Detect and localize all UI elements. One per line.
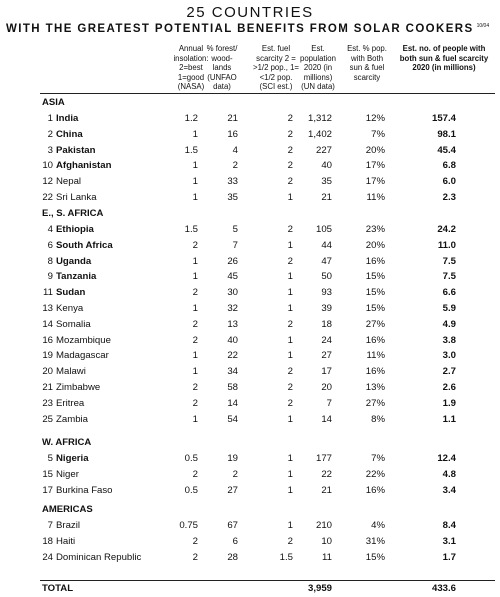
fuel-cell: 1 <box>287 192 293 203</box>
fuel-cell: 2 <box>287 144 293 156</box>
insolation-cell: 1.5 <box>184 144 198 156</box>
table-row <box>0 224 500 238</box>
forest-cell: 2 <box>232 468 238 480</box>
insolation-cell: 1.2 <box>184 113 198 124</box>
pct-cell: 11% <box>366 192 385 203</box>
people-cell: 7.5 <box>442 271 456 283</box>
fuel-cell: 2 <box>287 224 293 235</box>
forest-cell: 14 <box>227 397 238 409</box>
fuel-cell: 2 <box>287 176 293 188</box>
people-cell: 3.1 <box>442 535 456 547</box>
country-cell: Burkina Faso <box>56 484 113 496</box>
pct-cell: 4% <box>371 520 385 531</box>
people-cell: 3.8 <box>442 334 456 346</box>
people-cell: 11.0 <box>437 239 456 251</box>
population-cell: 105 <box>315 224 332 235</box>
forest-cell: 7 <box>232 239 238 251</box>
rank-cell: 15 <box>42 468 53 480</box>
table-row <box>0 303 500 317</box>
pct-cell: 15% <box>365 271 385 283</box>
country-cell: South Africa <box>56 239 113 251</box>
table-row <box>0 536 500 550</box>
header-population: Est. population 2020 (in millions) (UN data) <box>300 44 336 92</box>
country-cell: Brazil <box>56 520 80 531</box>
population-cell: 47 <box>321 255 332 267</box>
pct-cell: 16% <box>365 255 385 267</box>
people-cell: 1.9 <box>442 397 456 409</box>
people-cell: 5.9 <box>442 303 456 314</box>
forest-cell: 67 <box>227 520 238 531</box>
fuel-cell: 2 <box>287 255 293 267</box>
insolation-cell: 2 <box>192 551 198 563</box>
country-cell: Nepal <box>56 176 82 188</box>
people-cell: 24.2 <box>437 224 456 235</box>
table-row <box>0 453 500 467</box>
people-cell: 4.8 <box>442 468 456 480</box>
section-heading: ASIA <box>42 97 65 108</box>
fuel-cell: 1 <box>287 413 293 425</box>
population-cell: 50 <box>321 271 332 283</box>
population-cell: 21 <box>321 484 332 496</box>
forest-cell: 58 <box>227 382 238 393</box>
country-cell: Haiti <box>56 535 76 547</box>
bottom-rule <box>40 580 495 581</box>
rank-cell: 5 <box>47 453 53 464</box>
forest-cell: 16 <box>227 128 238 140</box>
table-row <box>0 192 500 206</box>
population-cell: 14 <box>321 413 332 425</box>
insolation-cell: 1 <box>192 366 198 378</box>
total-row <box>0 583 500 597</box>
fuel-cell: 1.5 <box>279 551 293 563</box>
rank-cell: 24 <box>42 551 53 563</box>
people-cell: 157.4 <box>431 113 456 124</box>
insolation-cell: 0.5 <box>184 453 198 464</box>
forest-cell: 13 <box>227 318 238 330</box>
pct-cell: 17% <box>365 176 385 188</box>
insolation-cell: 1 <box>192 192 198 203</box>
rank-cell: 8 <box>47 255 53 267</box>
country-cell: Nigeria <box>56 453 89 464</box>
rank-cell: 12 <box>42 176 53 188</box>
population-cell: 227 <box>315 144 332 156</box>
rank-cell: 23 <box>42 397 53 409</box>
table-row <box>0 113 500 127</box>
insolation-cell: 2 <box>192 468 198 480</box>
insolation-cell: 2 <box>192 239 198 251</box>
population-cell: 22 <box>321 468 332 480</box>
header-people: Est. no. of people with both sun & fuel scarcity 2020 (in millions) <box>399 44 489 73</box>
fuel-cell: 2 <box>287 535 293 547</box>
population-cell: 40 <box>321 160 332 172</box>
people-cell: 6.0 <box>442 176 456 188</box>
country-cell: Kenya <box>56 303 84 314</box>
section-heading: W. AFRICA <box>42 437 92 448</box>
country-cell: Tanzania <box>56 271 97 283</box>
country-cell: Dominican Republic <box>56 551 142 563</box>
table-row <box>0 382 500 396</box>
rank-cell: 1 <box>47 113 53 124</box>
pct-cell: 20% <box>365 144 385 156</box>
population-cell: 18 <box>321 318 332 330</box>
fuel-cell: 2 <box>287 318 293 330</box>
table-row <box>0 469 500 483</box>
page-title: 25 COUNTRIES <box>186 4 314 21</box>
insolation-cell: 1 <box>192 303 198 314</box>
population-cell: 1,312 <box>307 113 332 124</box>
fuel-cell: 1 <box>287 334 293 346</box>
pct-cell: 12% <box>365 113 385 124</box>
population-cell: 1,402 <box>307 128 332 140</box>
country-cell: Pakistan <box>56 144 96 156</box>
people-cell: 4.9 <box>442 318 456 330</box>
fuel-cell: 2 <box>287 113 293 124</box>
population-cell: 44 <box>321 239 332 251</box>
forest-cell: 22 <box>227 350 238 362</box>
people-cell: 6.8 <box>442 160 456 172</box>
pct-cell: 7% <box>371 453 385 464</box>
population-cell: 210 <box>315 520 332 531</box>
fuel-cell: 2 <box>287 397 293 409</box>
fuel-cell: 1 <box>287 303 293 314</box>
pct-cell: 16% <box>365 366 385 378</box>
pct-cell: 23% <box>365 224 385 235</box>
header-rule <box>40 93 495 94</box>
insolation-cell: 1 <box>192 350 198 362</box>
country-cell: Ethiopia <box>56 224 94 235</box>
insolation-cell: 2 <box>192 535 198 547</box>
population-cell: 27 <box>321 350 332 362</box>
rank-cell: 7 <box>47 520 53 531</box>
table-row <box>0 520 500 534</box>
fuel-cell: 1 <box>287 287 293 299</box>
country-cell: Madagascar <box>56 350 109 362</box>
table-row <box>0 335 500 349</box>
header-pct-pop: Est. % pop. with Both sun & fuel scarcity <box>347 44 387 82</box>
population-cell: 39 <box>321 303 332 314</box>
pct-cell: 15% <box>365 287 385 299</box>
table-row <box>0 398 500 412</box>
fuel-cell: 1 <box>287 239 293 251</box>
rank-cell: 18 <box>42 535 53 547</box>
people-cell: 8.4 <box>442 520 456 531</box>
fuel-cell: 1 <box>287 468 293 480</box>
pct-cell: 11% <box>366 350 385 362</box>
pct-cell: 13% <box>365 382 385 393</box>
forest-cell: 21 <box>227 113 238 124</box>
population-cell: 7 <box>326 397 332 409</box>
total-population: 3,959 <box>307 583 332 594</box>
forest-cell: 26 <box>227 255 238 267</box>
population-cell: 24 <box>321 334 332 346</box>
insolation-cell: 2 <box>192 334 198 346</box>
header-forest: % forest/ wood- lands (UNFAO data) <box>206 44 238 92</box>
pct-cell: 7% <box>371 128 385 140</box>
fuel-cell: 1 <box>287 350 293 362</box>
table-row <box>0 414 500 428</box>
forest-cell: 32 <box>227 303 238 314</box>
table-row <box>0 176 500 190</box>
version-tag: 10/04 <box>476 23 490 29</box>
people-cell: 3.4 <box>442 484 456 496</box>
pct-cell: 20% <box>365 239 385 251</box>
people-cell: 6.6 <box>442 287 456 299</box>
forest-cell: 28 <box>227 551 238 563</box>
forest-cell: 6 <box>232 535 238 547</box>
table-row <box>0 366 500 380</box>
insolation-cell: 1 <box>192 413 198 425</box>
forest-cell: 54 <box>227 413 238 425</box>
rank-cell: 4 <box>47 224 53 235</box>
pct-cell: 8% <box>371 413 385 425</box>
pct-cell: 31% <box>365 535 385 547</box>
table-row <box>0 319 500 333</box>
insolation-cell: 2 <box>192 382 198 393</box>
forest-cell: 4 <box>232 144 238 156</box>
insolation-cell: 0.5 <box>184 484 198 496</box>
fuel-cell: 1 <box>287 271 293 283</box>
people-cell: 2.3 <box>442 192 456 203</box>
rank-cell: 3 <box>47 144 53 156</box>
rank-cell: 22 <box>42 192 53 203</box>
rank-cell: 9 <box>47 271 53 283</box>
country-cell: Mozambique <box>56 334 111 346</box>
country-cell: Sudan <box>56 287 86 299</box>
population-cell: 35 <box>321 176 332 188</box>
people-cell: 12.4 <box>437 453 456 464</box>
fuel-cell: 1 <box>287 520 293 531</box>
insolation-cell: 1 <box>192 160 198 172</box>
section-heading: AMERICAS <box>42 504 93 515</box>
pct-cell: 22% <box>365 468 385 480</box>
forest-cell: 34 <box>227 366 238 378</box>
people-cell: 1.1 <box>442 413 456 425</box>
insolation-cell: 2 <box>192 287 198 299</box>
rank-cell: 20 <box>42 366 53 378</box>
total-label: TOTAL <box>42 583 74 594</box>
table-row <box>0 129 500 143</box>
forest-cell: 5 <box>232 224 238 235</box>
country-cell: Eritrea <box>56 397 85 409</box>
population-cell: 11 <box>322 551 332 563</box>
forest-cell: 2 <box>232 160 238 172</box>
population-cell: 93 <box>321 287 332 299</box>
fuel-cell: 2 <box>287 160 293 172</box>
total-people: 433.6 <box>431 583 456 594</box>
subtitle-text: WITH THE GREATEST POTENTIAL BENEFITS FROM SOLAR COOKERS <box>6 23 474 35</box>
pct-cell: 15% <box>365 303 385 314</box>
header-fuel: Est. fuel scarcity 2 = >1/2 pop., 1=<1/2 pop. (SCI est.) <box>253 44 299 92</box>
insolation-cell: 1.5 <box>184 224 198 235</box>
rank-cell: 14 <box>42 318 53 330</box>
forest-cell: 45 <box>227 271 238 283</box>
table-row <box>0 552 500 566</box>
table-row <box>0 160 500 174</box>
country-cell: India <box>56 113 79 124</box>
rank-cell: 13 <box>42 303 53 314</box>
country-cell: Niger <box>56 468 79 480</box>
people-cell: 45.4 <box>437 144 456 156</box>
table-row <box>0 240 500 254</box>
rank-cell: 19 <box>42 350 53 362</box>
pct-cell: 16% <box>365 334 385 346</box>
section-heading: E., S. AFRICA <box>42 208 104 219</box>
pct-cell: 27% <box>365 318 385 330</box>
rank-cell: 16 <box>42 334 53 346</box>
pct-cell: 27% <box>365 397 385 409</box>
people-cell: 98.1 <box>437 128 456 140</box>
country-cell: Sri Lanka <box>56 192 97 203</box>
people-cell: 1.7 <box>442 551 456 563</box>
fuel-cell: 1 <box>287 484 293 496</box>
rank-cell: 2 <box>47 128 53 140</box>
rank-cell: 10 <box>42 160 53 172</box>
forest-cell: 40 <box>227 334 238 346</box>
insolation-cell: 1 <box>192 128 198 140</box>
insolation-cell: 1 <box>192 176 198 188</box>
forest-cell: 27 <box>227 484 238 496</box>
pct-cell: 16% <box>365 484 385 496</box>
rank-cell: 17 <box>42 484 53 496</box>
table-row <box>0 485 500 499</box>
country-cell: Uganda <box>56 255 92 267</box>
insolation-cell: 2 <box>192 318 198 330</box>
country-cell: Somalia <box>56 318 91 330</box>
pct-cell: 15% <box>365 551 385 563</box>
population-cell: 21 <box>321 192 332 203</box>
country-cell: Zimbabwe <box>56 382 101 393</box>
rank-cell: 21 <box>42 382 53 393</box>
rank-cell: 11 <box>43 287 53 299</box>
forest-cell: 33 <box>227 176 238 188</box>
fuel-cell: 2 <box>287 382 293 393</box>
table-row <box>0 350 500 364</box>
people-cell: 3.0 <box>442 350 456 362</box>
country-cell: Afghanistan <box>56 160 112 172</box>
rank-cell: 6 <box>47 239 53 251</box>
people-cell: 2.7 <box>442 366 456 378</box>
population-cell: 177 <box>315 453 332 464</box>
table-row <box>0 287 500 301</box>
header-insolation: Annual insolation: 2=best 1=good (NASA) <box>173 44 209 92</box>
pct-cell: 17% <box>365 160 385 172</box>
insolation-cell: 0.75 <box>179 520 198 531</box>
population-cell: 20 <box>321 382 332 393</box>
population-cell: 10 <box>321 535 332 547</box>
table-row <box>0 256 500 270</box>
people-cell: 2.6 <box>442 382 456 393</box>
rank-cell: 25 <box>42 413 53 425</box>
insolation-cell: 2 <box>192 397 198 409</box>
forest-cell: 19 <box>227 453 238 464</box>
insolation-cell: 1 <box>192 271 198 283</box>
country-cell: Malawi <box>56 366 86 378</box>
insolation-cell: 1 <box>192 255 198 267</box>
forest-cell: 30 <box>227 287 238 299</box>
table-row <box>0 145 500 159</box>
fuel-cell: 2 <box>287 366 293 378</box>
people-cell: 7.5 <box>442 255 456 267</box>
page-subtitle <box>6 23 489 35</box>
country-cell: Zambia <box>56 413 88 425</box>
table-row <box>0 271 500 285</box>
fuel-cell: 1 <box>287 453 293 464</box>
population-cell: 17 <box>321 366 332 378</box>
country-cell: China <box>56 128 83 140</box>
forest-cell: 35 <box>227 192 238 203</box>
fuel-cell: 2 <box>287 128 293 140</box>
